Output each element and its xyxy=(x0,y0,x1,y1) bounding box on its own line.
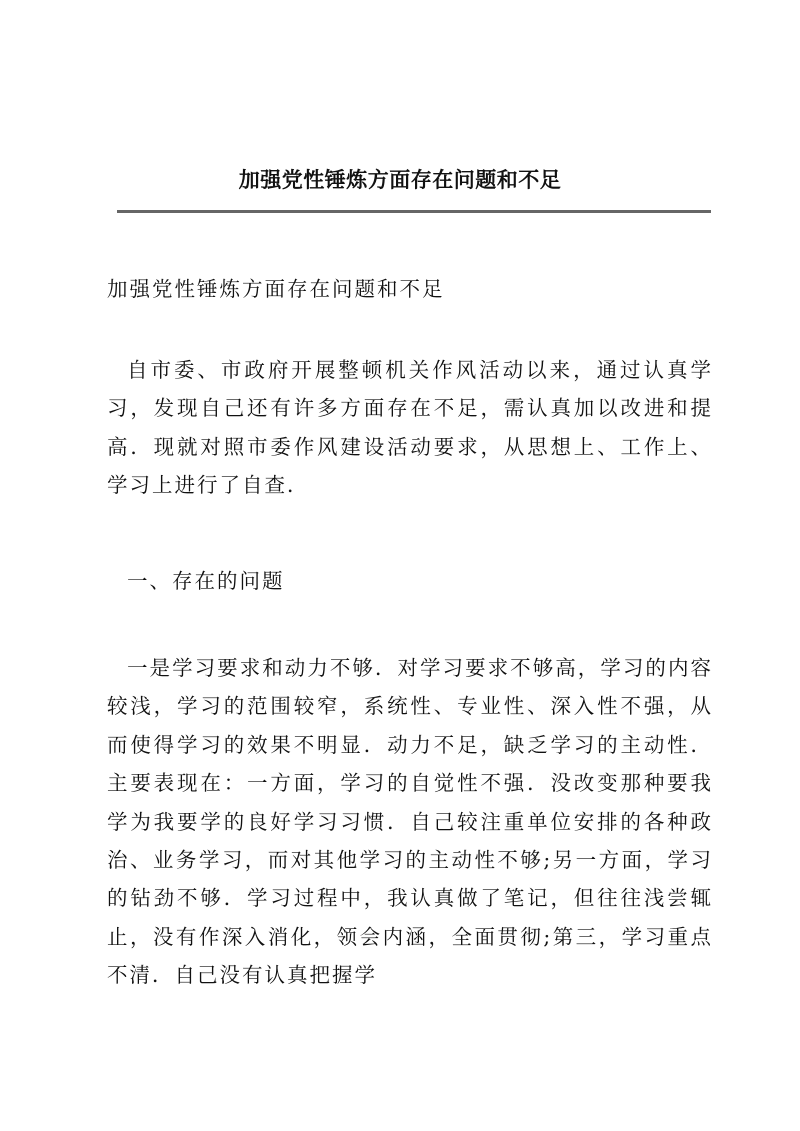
document-title: 加强党性锤炼方面存在问题和不足 xyxy=(238,167,562,192)
paragraph-point-one: 一是学习要求和动力不够．对学习要求不够高，学习的内容较浅，学习的范围较窄，系统性、专业性、深入性不强，从而使得学习的效果不明显．动力不足，缺乏学习的主动性．主要表现在：一方面，学习的自觉性不强．没改变那种要我学为我要学的良好学习习惯．自己较注重单位安排的各种政治、业务学习，而对其他学习的主动性不够;另一方面，学习的钻劲不够．学习过程中，我认真做了笔记，但往往浅尝辄止，没有作深入消化，领会内涵，全面贯彻;第三，学习重点不清．自己没有认真把握学 xyxy=(107,656,713,988)
section-heading: 一、存在的问题 xyxy=(127,569,285,593)
title-divider xyxy=(117,210,711,213)
paragraph-heading: 加强党性锤炼方面存在问题和不足 xyxy=(107,277,445,301)
paragraph-intro: 自市委、市政府开展整顿机关作风活动以来，通过认真学习，发现自己还有许多方面存在不足，需认真加以改进和提高．现就对照市委作风建设活动要求，从思想上、工作上、学习上进行了自查． xyxy=(107,358,713,498)
